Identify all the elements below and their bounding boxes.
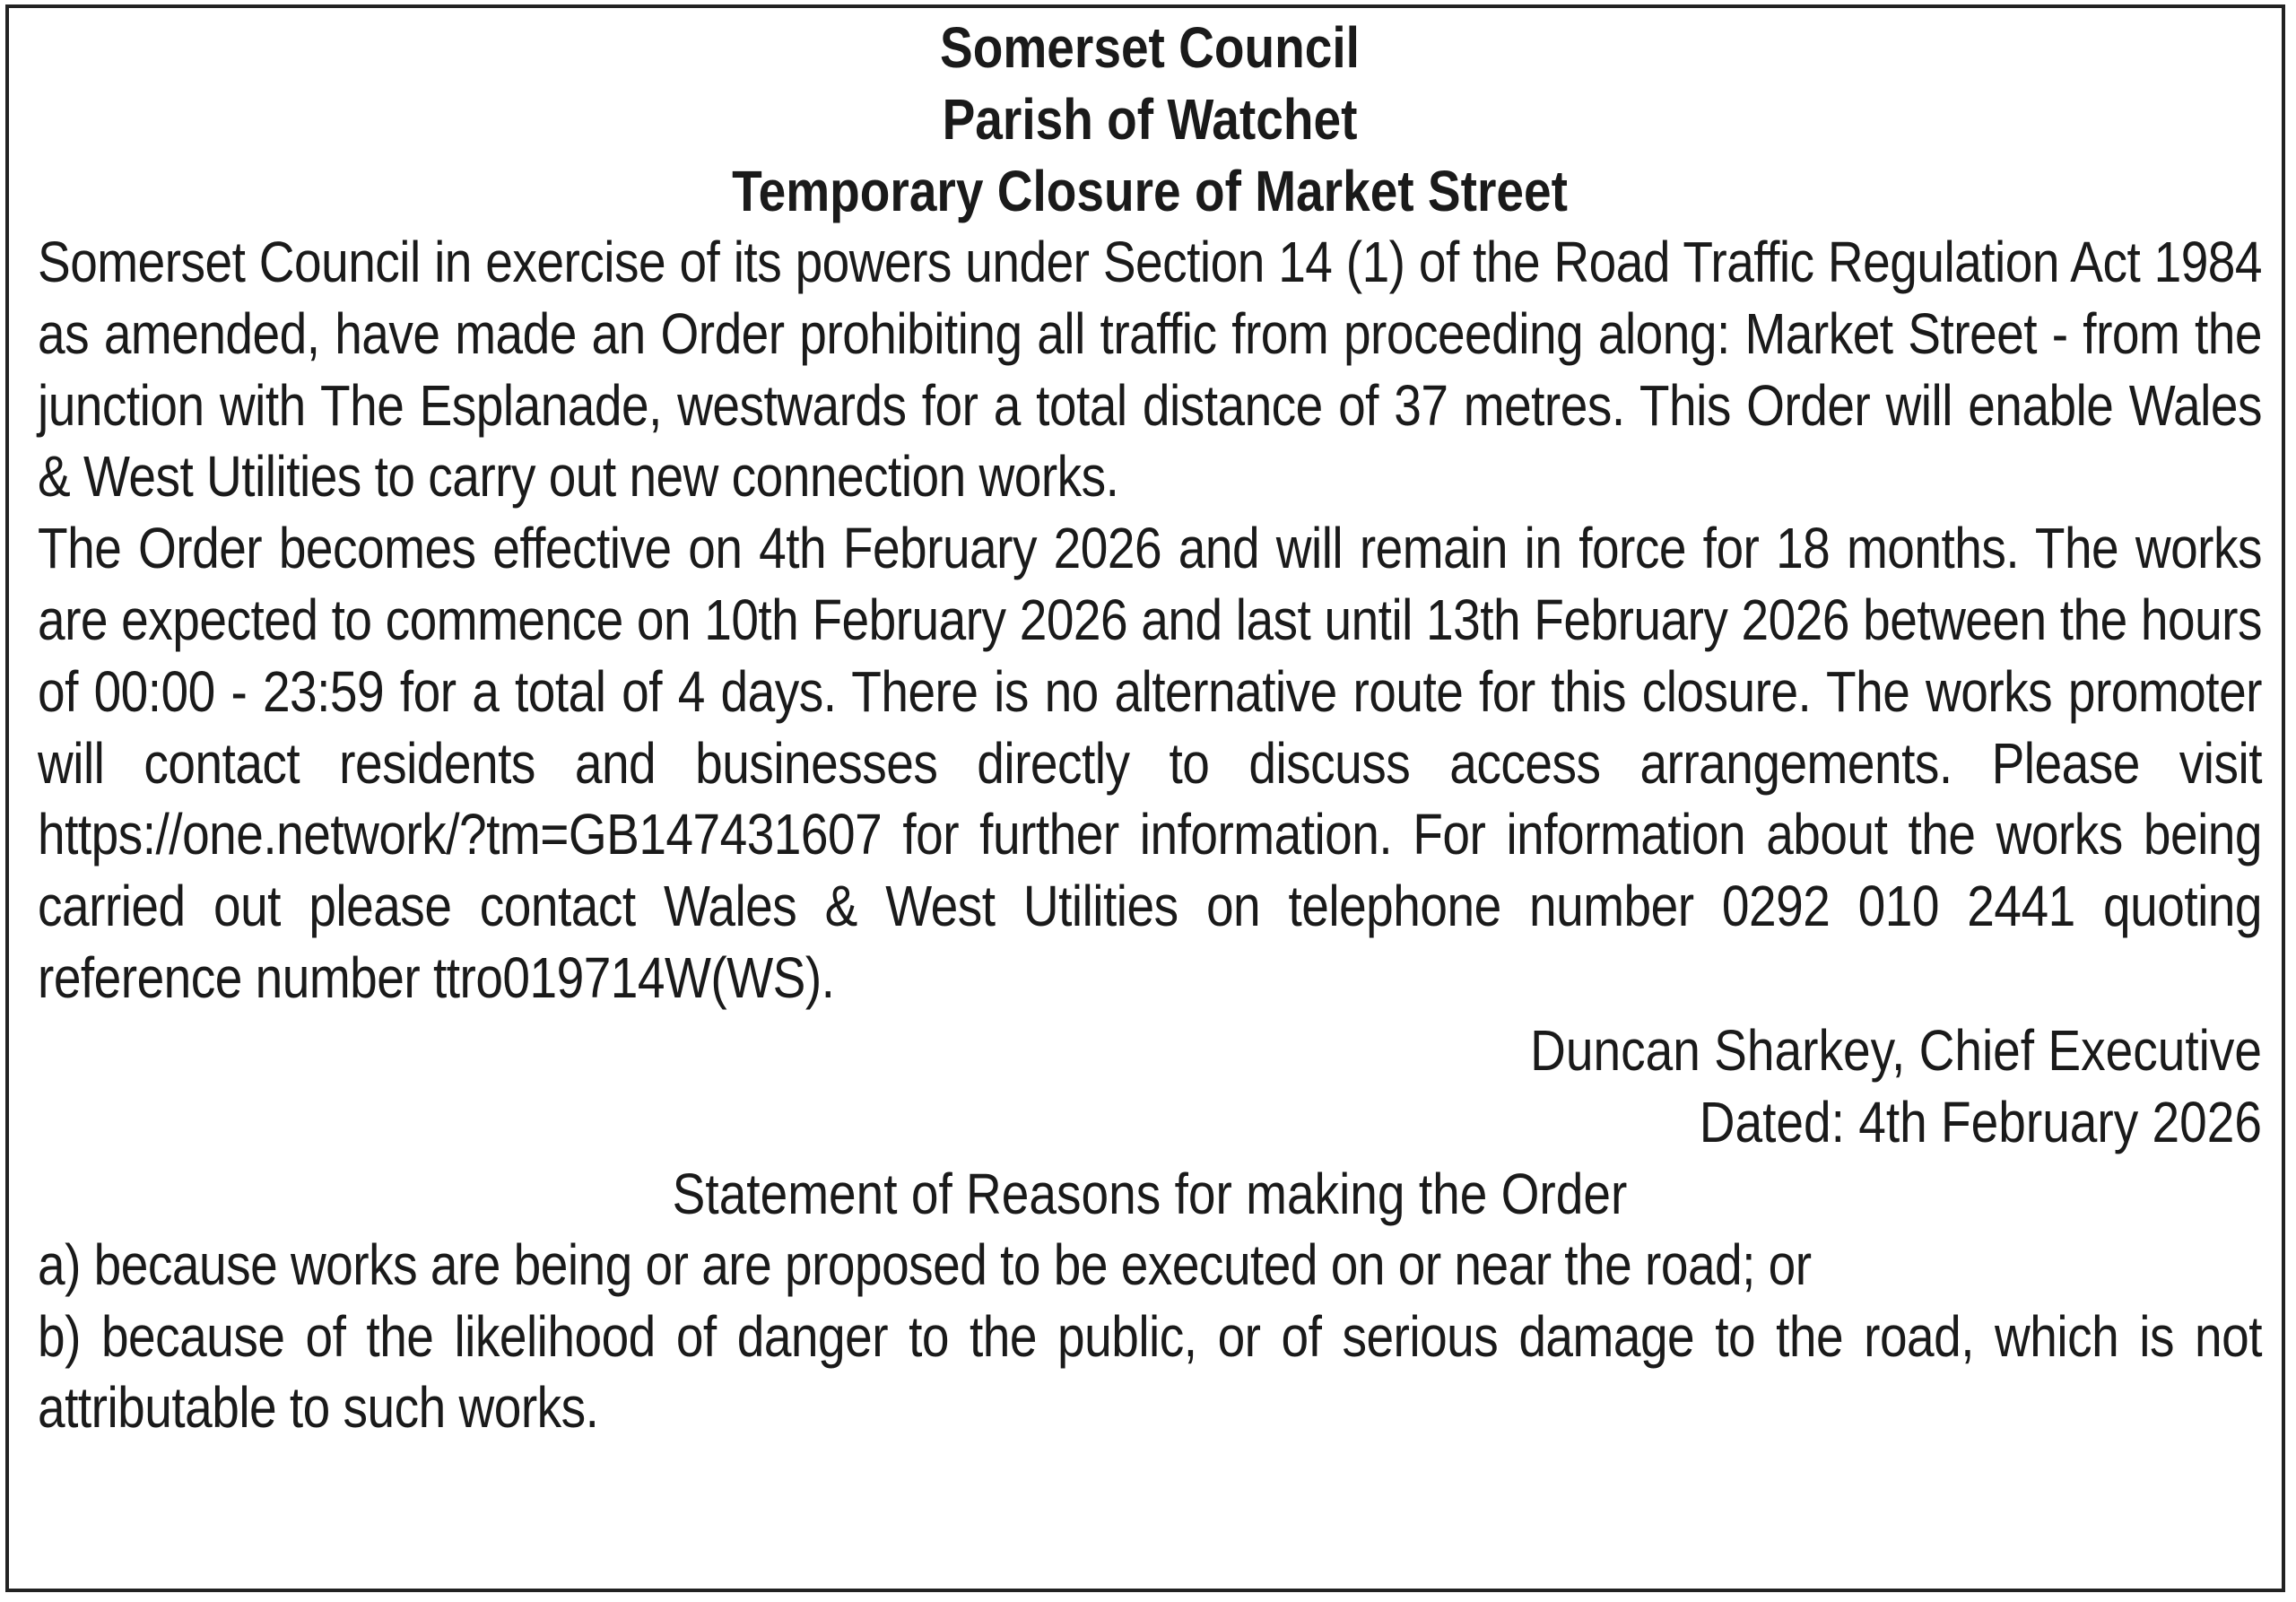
- reason-a-text: a) because works are being or are proposed to be executed on or near the road; or: [38, 1232, 1812, 1297]
- reason-a: [38, 1230, 2262, 1302]
- council-name: Somerset Council: [940, 15, 1360, 80]
- public-notice: [5, 4, 2285, 1592]
- effective-paragraph-text: The Order becomes effective on 4th February 2026 and will remain in force for 18 months. The works are expected to commence on 10th February 2026 and last until 13th February 2026 between the hours of 00:00 - 23:59 for a total of 4 days. There is no alternative route for this closure. The works promoter will contact residents and businesses directly to discuss access arrangements. Please visit https://one.network/?tm=GB147431607 for further information. For information about the works being carried out please contact Wales & West Utilities on telephone number 0292 010 2441 quoting reference number ttro019714W(WS).: [38, 516, 2262, 1010]
- date-line: Dated: 4th February 2026: [1699, 1089, 2262, 1154]
- order-paragraph-text: Somerset Council in exercise of its powers under Section 14 (1) of the Road Traffic Regulation Act 1984 as amended, have made an Order prohibiting all traffic from proceeding along: Market Street - from the junction with The Esplanade, westwards for a total distance of 37 metres. This Order will enable Wales & West Utilities to carry out new connection works.: [38, 230, 2262, 509]
- reason-b: [38, 1302, 2262, 1445]
- order-paragraph: [38, 227, 2262, 513]
- parish-name: Parish of Watchet: [942, 87, 1358, 152]
- reason-b-text: b) because of the likelihood of danger to the public, or of serious damage to the road, which is not attributable to such works.: [38, 1303, 2262, 1441]
- signatory: Duncan Sharkey, Chief Executive: [1530, 1017, 2262, 1083]
- notice-title: Temporary Closure of Market Street: [732, 159, 1568, 223]
- effective-paragraph: [38, 513, 2262, 1014]
- reasons-title: Statement of Reasons for making the Order: [672, 1161, 1628, 1226]
